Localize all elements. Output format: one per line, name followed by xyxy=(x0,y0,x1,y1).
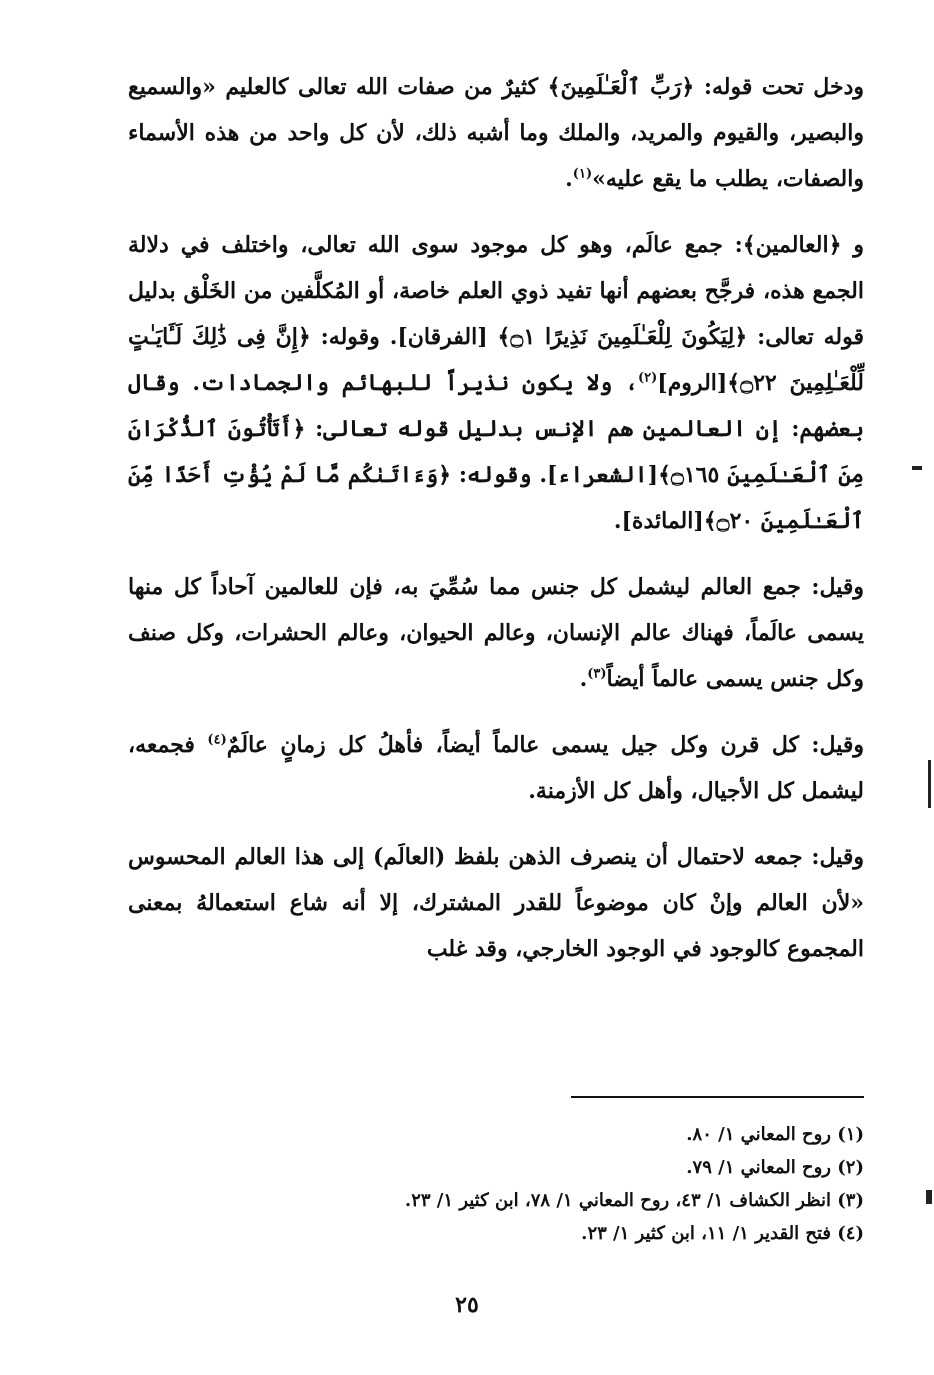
footnote-1: (١) روح المعاني ١/ ٨٠. xyxy=(686,1124,864,1145)
paragraph-4 xyxy=(128,722,864,814)
paragraph-5 xyxy=(128,834,864,972)
scan-edge-mark xyxy=(912,466,922,470)
page-number: ٢٥ xyxy=(455,1292,479,1318)
paragraph-tail: . xyxy=(579,666,588,692)
paragraph-text: ودخل تحت قوله: ﴿رَبِّ ٱلْعَـٰلَمِينَ﴾ كثيرٌ من صفات الله تعالى كالعليم «والسميع والبصير، والقيوم والمريد، والملك وما أشبه ذلك، لأن كل واحد من هذه الأسماء والصفات، يطلب ما يقع عليه» xyxy=(128,74,864,192)
footnote-3: (٣) انظر الكشاف ١/ ٤٣، روح المعاني ١/ ٧٨، ابن كثير ١/ ٢٣. xyxy=(404,1190,864,1211)
footnote-separator xyxy=(571,1096,864,1098)
footnotes xyxy=(128,1118,864,1250)
paragraph-tail: فجمعه، ليشمل كل الأجيال، وأهل كل الأزمنة. xyxy=(128,732,864,804)
main-text xyxy=(128,64,864,992)
footnote-2: (٢) روح المعاني ١/ ٧٩. xyxy=(686,1157,864,1178)
scan-edge-mark xyxy=(928,760,931,808)
paragraph-text: و ﴿العالمين﴾: جمع عالَم، وهو كل موجود سوى الله تعالى، واختلف في دلالة الجمع هذه، فرجَّح بعضهم أنها تفيد ذوي العلم خاصة، أو المُكلَّفين من الخَلْق بدليل قوله تعالى: ﴿لِيَكُونَ لِلْعَـٰلَمِينَ نَذِيرًا ۝١﴾ [الفرقان]. وقوله: ﴿إِنَّ فِى ذَٰلِكَ لَـَٔايَـٰتٍ لِّلْعَـٰلِمِينَ ۝٢٢﴾[الروم] xyxy=(128,232,864,396)
paragraph-text: وقيل: كل قرن وكل جيل يسمى عالماً أيضاً، فأهلُ كل زمانٍ عالَمٌ xyxy=(226,732,864,758)
paragraph-2 xyxy=(128,222,864,544)
footnote-ref: (٢) xyxy=(637,370,658,386)
paragraph-text: وقيل: جمعه لاحتمال أن ينصرف الذهن بلفظ (العالَم) إلى هذا العالم المحسوس «لأن العالم وإنْ كان موضوعاً للقدر المشترك، إلا أنه شاع استعمالهُ بمعنى المجموع كالوجود في الوجود الخارجي، وقد غلب xyxy=(128,844,864,962)
scan-edge-mark xyxy=(926,1190,932,1204)
paragraph-1 xyxy=(128,64,864,202)
footnote-ref: (٣) xyxy=(587,666,607,682)
paragraph-text: وقيل: جمع العالم ليشمل كل جنس مما سُمِّيَ به، فإن للعالمين آحاداً كل منها يسمى عالَماً، فهناك عالم الإنسان، وعالم الحيوان، وعالم الحشرات، وكل صنف وكل جنس يسمى عالماً أيضاً xyxy=(128,574,864,692)
footnote-ref: (١) xyxy=(572,166,593,182)
footnote-4: (٤) فتح القدير ١/ ١١، ابن كثير ١/ ٢٣. xyxy=(581,1223,864,1244)
footnote-ref: (٤) xyxy=(207,732,227,748)
paragraph-3 xyxy=(128,564,864,702)
paragraph-tail: ، ولا يكون نذيراً للبهائم والجمادات. وقال بعضهم: إن العالمين هم الإنس بدليل قوله تعالى: ﴿أَتَأْتُونَ ٱلذُّكْرَانَ مِنَ ٱلْعَـٰلَمِينَ ۝١٦٥﴾[الشعراء]. وقوله: ﴿وَءَاتَىٰكُم مَّا لَمْ يُؤْتِ أَحَدًا مِّنَ ٱلْعَـٰلَمِينَ ۝٢٠﴾[المائدة]. xyxy=(128,370,864,534)
paragraph-tail: . xyxy=(565,166,573,192)
